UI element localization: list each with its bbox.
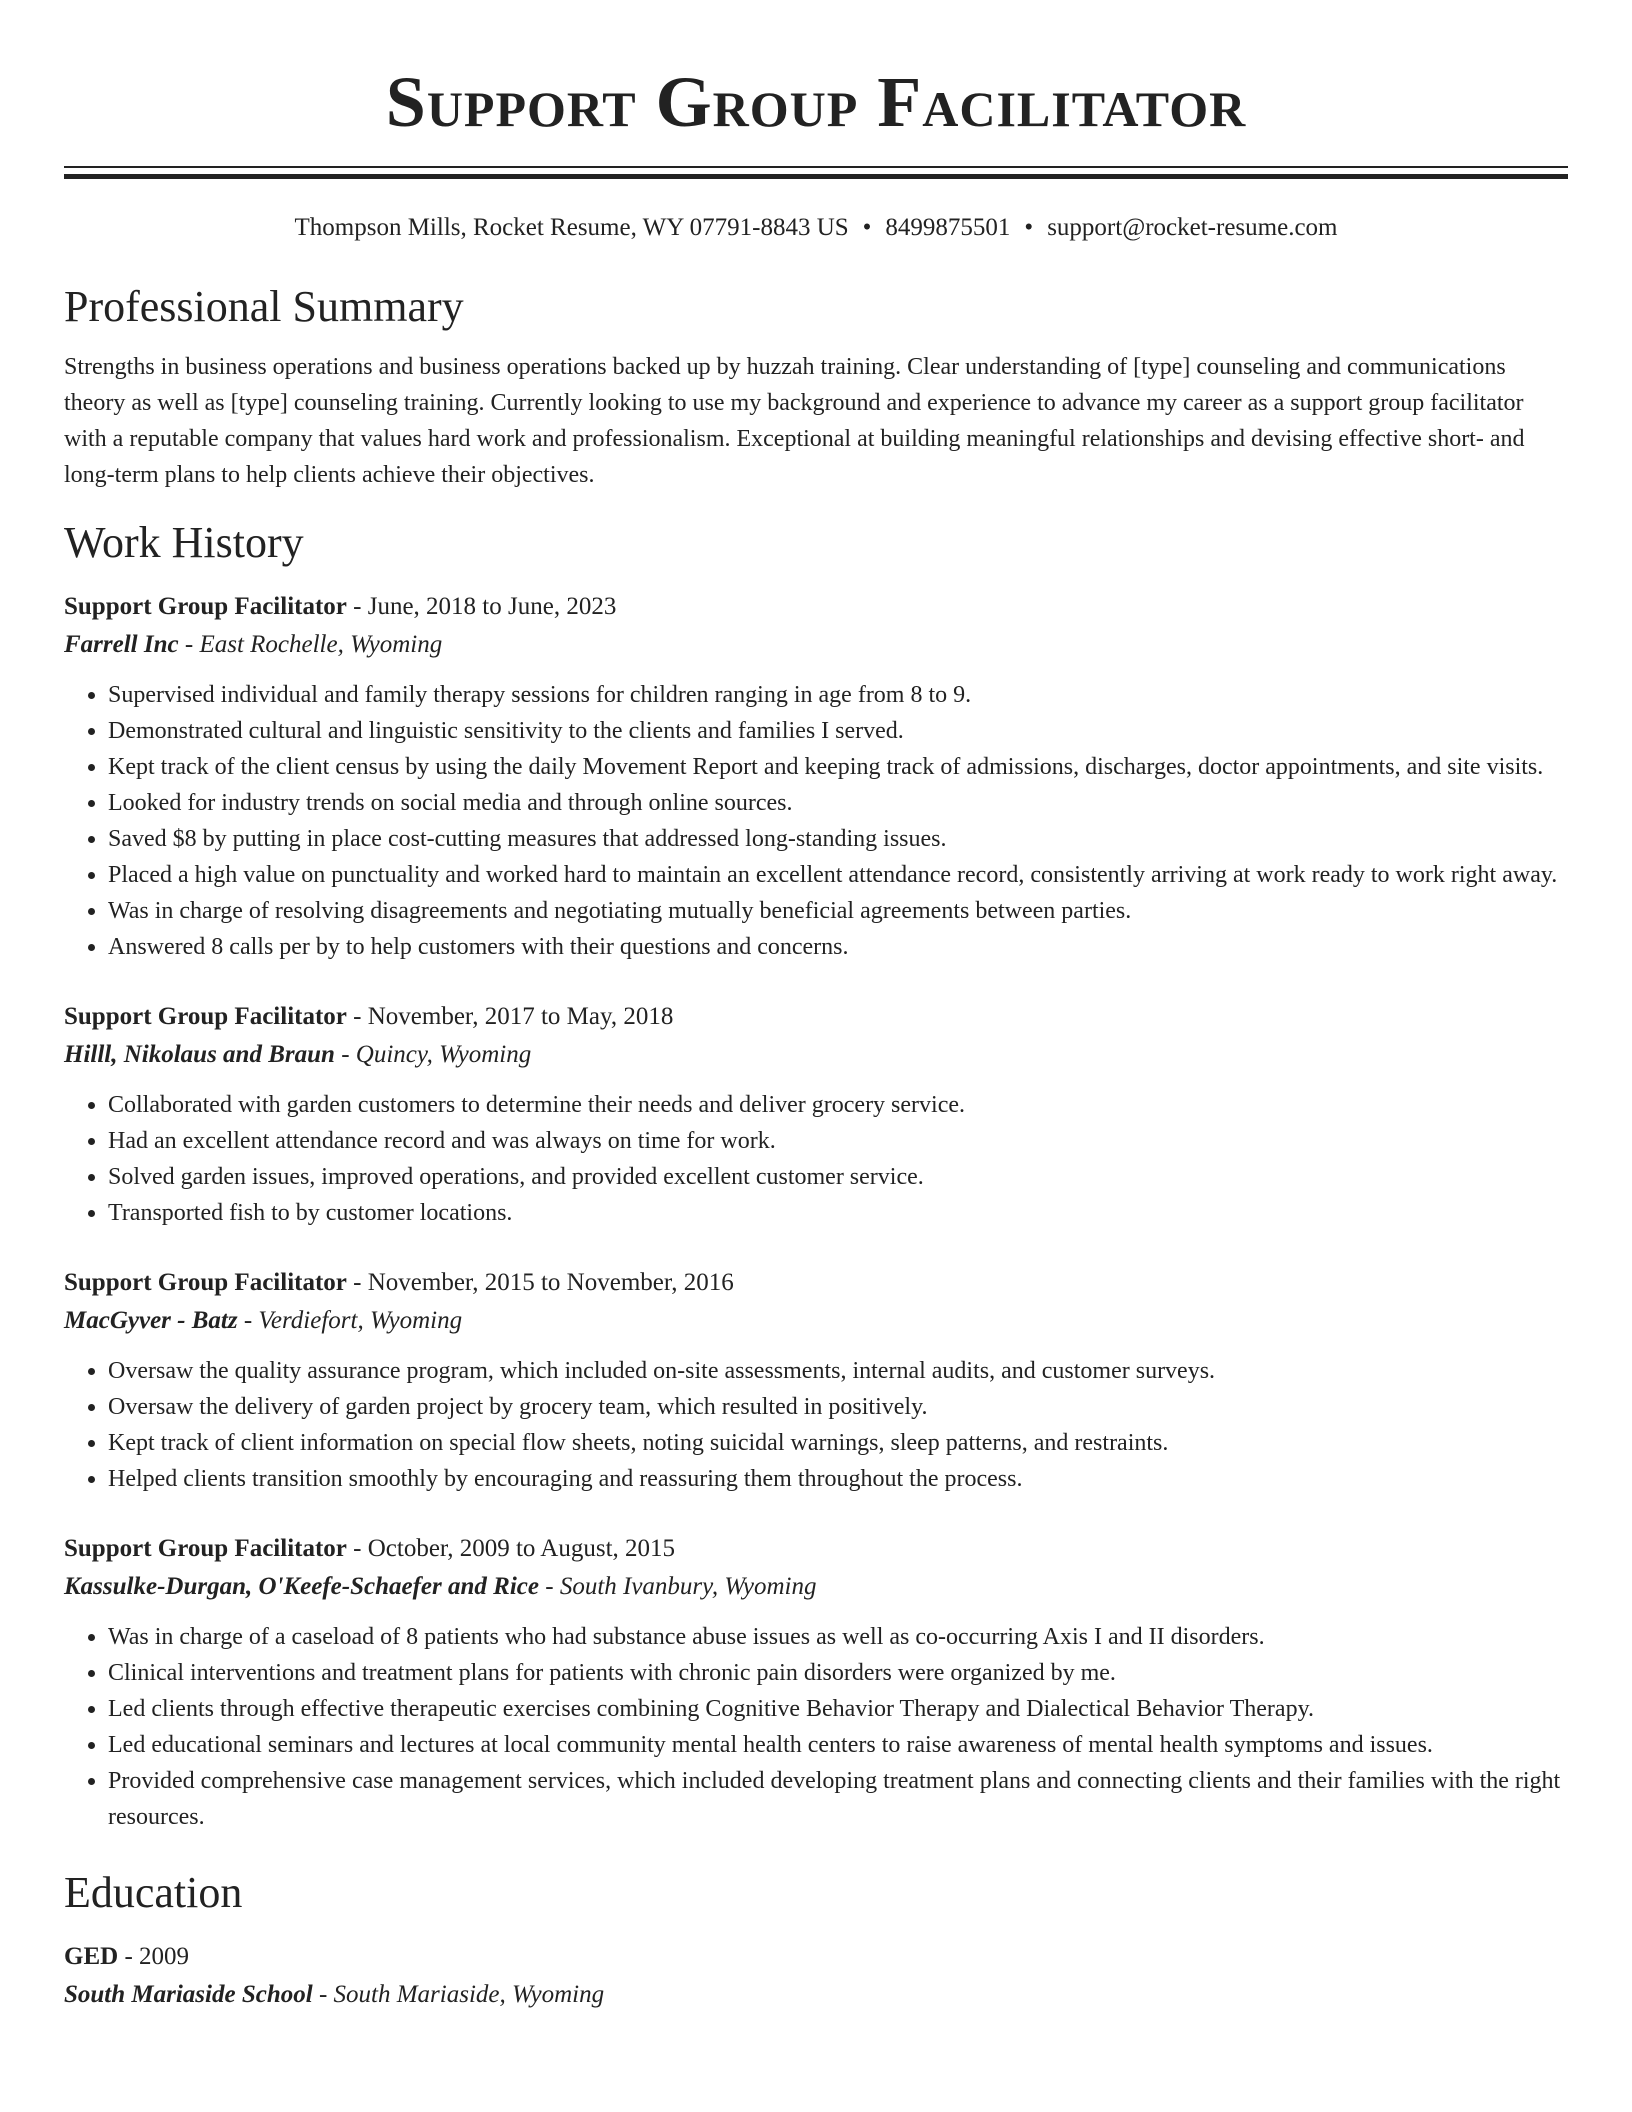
job-title: Support Group Facilitator — [64, 1003, 347, 1030]
bullet-item: • Supervised individual and family therapy sessions for children ranging in age from 8 to 9. — [108, 677, 1568, 713]
job-dates: November, 2015 to November, 2016 — [367, 1269, 734, 1296]
summary-heading: Professional Summary — [64, 282, 464, 331]
company-name: MacGyver - Batz — [64, 1307, 238, 1334]
job-bullets — [64, 1353, 1568, 1497]
job-dates: November, 2017 to May, 2018 — [367, 1003, 674, 1030]
job-entry — [64, 999, 1568, 1231]
bullet-item: • Looked for industry trends on social media and through online sources. — [108, 785, 1568, 821]
dash: - — [346, 1003, 368, 1030]
degree-line — [64, 1939, 1568, 1975]
bullet-item: • Oversaw the quality assurance program, which included on-site assessments, internal audits, and customer surveys. — [108, 1353, 1568, 1389]
bullet-item: • Oversaw the delivery of garden project by grocery team, which resulted in positively. — [108, 1389, 1568, 1425]
dash: - — [312, 1981, 334, 2008]
dash: - — [178, 631, 200, 658]
company-location: East Rochelle, Wyoming — [199, 631, 443, 658]
job-entry — [64, 1265, 1568, 1497]
bullet-item: • Provided comprehensive case management services, which included developing treatment plans and connecting clients and their families with the right resources. — [108, 1763, 1568, 1835]
company-line — [64, 1035, 1568, 1075]
graduation-year: 2009 — [139, 1943, 190, 1970]
bullet-item: • Kept track of client information on special flow sheets, noting suicidal warnings, sleep patterns, and restraints. — [108, 1425, 1568, 1461]
work-history-heading: Work History — [64, 518, 304, 567]
bullet-item: • Saved $8 by putting in place cost-cutting measures that addressed long-standing issues. — [108, 821, 1568, 857]
page-title: Support Group Facilitator — [385, 62, 1247, 142]
title-divider-thin — [64, 166, 1568, 168]
resume-page — [64, 0, 1568, 2015]
dash: - — [538, 1573, 560, 1600]
company-name: Hilll, Nikolaus and Braun — [64, 1041, 335, 1068]
education-heading: Education — [64, 1868, 243, 1917]
dash: - — [346, 1535, 368, 1562]
bullet-item: • Solved garden issues, improved operations, and provided excellent customer service. — [108, 1159, 1568, 1195]
job-title-line — [64, 589, 1568, 625]
dash: - — [346, 593, 368, 620]
job-entry — [64, 1531, 1568, 1835]
company-line — [64, 1301, 1568, 1341]
dash: - — [237, 1307, 259, 1334]
job-title: Support Group Facilitator — [64, 1535, 347, 1562]
bullet-item: • Helped clients transition smoothly by encouraging and reassuring them throughout the process. — [108, 1461, 1568, 1497]
company-line — [64, 625, 1568, 665]
bullet-item: • Had an excellent attendance record and was always on time for work. — [108, 1123, 1568, 1159]
school-location: South Mariaside, Wyoming — [333, 1981, 605, 2008]
dash: - — [118, 1943, 140, 1970]
contact-separator: • — [862, 214, 872, 241]
job-title: Support Group Facilitator — [64, 1269, 347, 1296]
bullet-item: • Led educational seminars and lectures at local community mental health centers to raise awareness of mental health symptoms and issues. — [108, 1727, 1568, 1763]
job-title-line — [64, 1531, 1568, 1567]
dash: - — [334, 1041, 356, 1068]
summary-text: Strengths in business operations and business operations backed up by huzzah training. Clear understanding of [type] counseling and communications theory as well as [type] counseling training. Currently looking to use my background and experience to advance my career as a support group facilitator with a reputable company that values hard work and professionalism. Exceptional at building meaningful relationships and devising effective short- and long-term plans to help clients achieve their objectives. — [64, 354, 1525, 488]
school-line — [64, 1975, 1568, 2015]
dash: - — [346, 1269, 368, 1296]
bullet-item: • Demonstrated cultural and linguistic sensitivity to the clients and families I served. — [108, 713, 1568, 749]
company-name: Kassulke-Durgan, O'Keefe-Schaefer and Rice — [64, 1573, 539, 1600]
bullet-item: • Transported fish to by customer locations. — [108, 1195, 1568, 1231]
bullet-item: • Collaborated with garden customers to determine their needs and deliver grocery service. — [108, 1087, 1568, 1123]
job-bullets — [64, 677, 1568, 965]
job-title-line — [64, 999, 1568, 1035]
contact-phone: 8499875501 — [885, 214, 1011, 241]
job-entry — [64, 589, 1568, 965]
title-divider-thick — [64, 174, 1568, 179]
job-title-line — [64, 1265, 1568, 1301]
job-bullets — [64, 1087, 1568, 1231]
job-dates: June, 2018 to June, 2023 — [367, 593, 617, 620]
bullet-item: • Kept track of the client census by using the daily Movement Report and keeping track of admissions, discharges, doctor appointments, and site visits. — [108, 749, 1568, 785]
bullet-item: • Answered 8 calls per by to help customers with their questions and concerns. — [108, 929, 1568, 965]
company-location: South Ivanbury, Wyoming — [559, 1573, 817, 1600]
company-name: Farrell Inc — [64, 631, 179, 658]
contact-address: Thompson Mills, Rocket Resume, WY 07791-8843 US — [294, 214, 849, 241]
bullet-item: • Led clients through effective therapeutic exercises combining Cognitive Behavior Therapy and Dialectical Behavior Therapy. — [108, 1691, 1568, 1727]
job-bullets — [64, 1619, 1568, 1835]
company-line — [64, 1567, 1568, 1607]
bullet-item: • Was in charge of a caseload of 8 patients who had substance abuse issues as well as co-occurring Axis I and II disorders. — [108, 1619, 1568, 1655]
company-location: Verdiefort, Wyoming — [258, 1307, 463, 1334]
job-dates: October, 2009 to August, 2015 — [367, 1535, 676, 1562]
school-name: South Mariaside School — [64, 1981, 313, 2008]
company-location: Quincy, Wyoming — [355, 1041, 532, 1068]
bullet-item: • Was in charge of resolving disagreements and negotiating mutually beneficial agreements between parties. — [108, 893, 1568, 929]
bullet-item: • Clinical interventions and treatment plans for patients with chronic pain disorders were organized by me. — [108, 1655, 1568, 1691]
contact-email: support@rocket-resume.com — [1047, 214, 1338, 241]
bullet-item: • Placed a high value on punctuality and worked hard to maintain an excellent attendance record, consistently arriving at work ready to work right away. — [108, 857, 1568, 893]
contact-line — [64, 211, 1568, 245]
contact-separator: • — [1024, 214, 1034, 241]
degree: GED — [64, 1943, 119, 1970]
education-entry — [64, 1939, 1568, 2015]
job-title: Support Group Facilitator — [64, 593, 347, 620]
